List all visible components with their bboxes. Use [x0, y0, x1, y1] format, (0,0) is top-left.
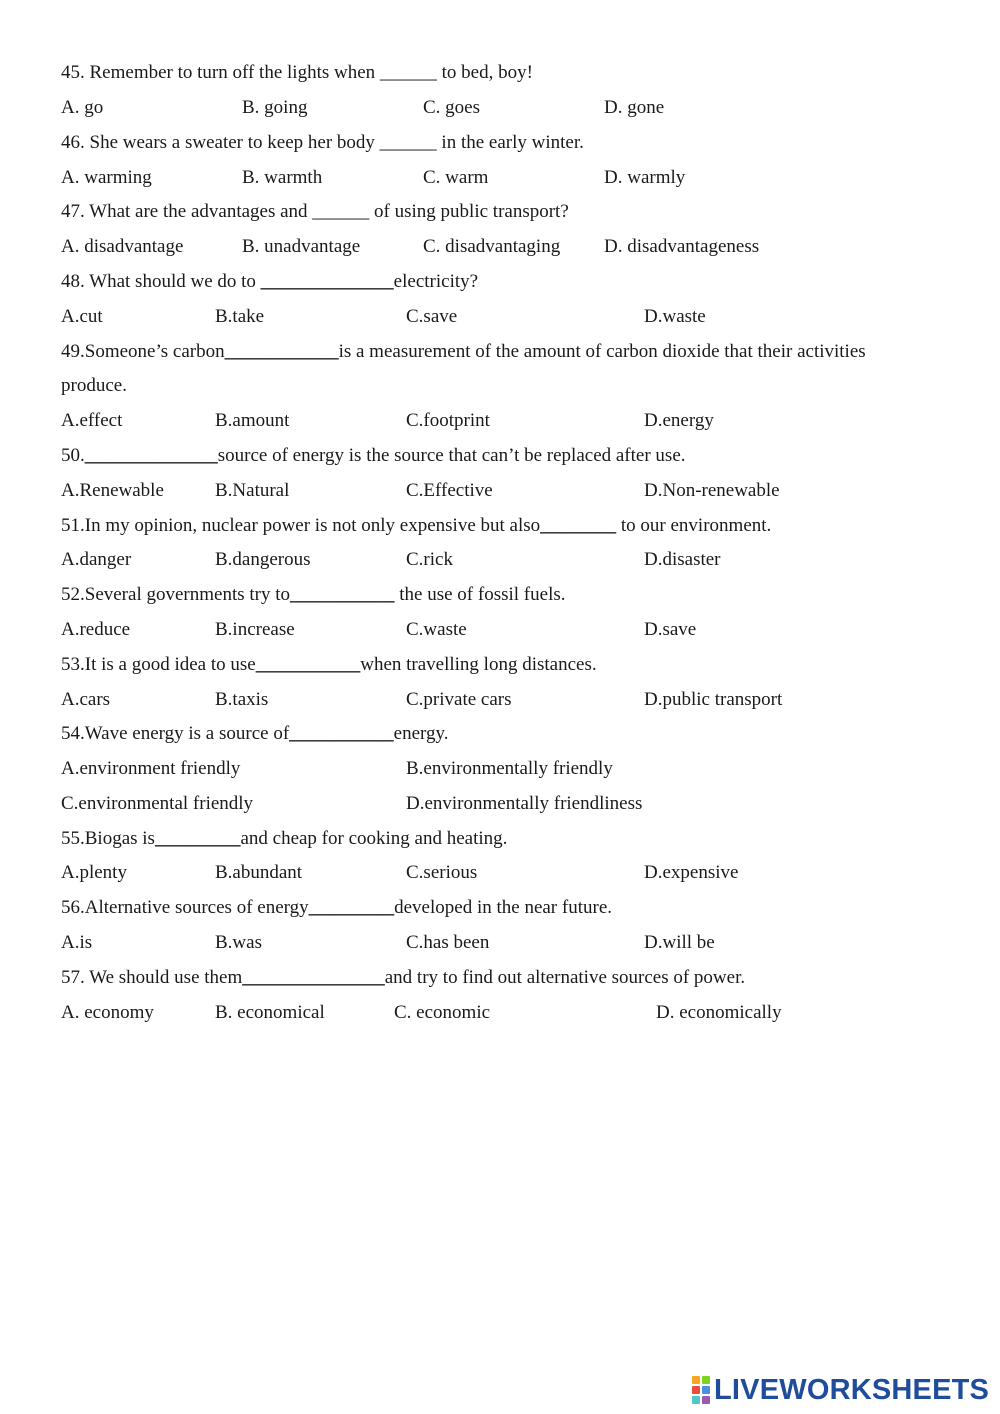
answer-blank[interactable]: ___________ [290, 584, 395, 605]
option-a[interactable]: A.reduce [61, 619, 131, 640]
option-b[interactable]: B.Natural [215, 480, 290, 501]
option-d[interactable]: D. disadvantageness [604, 236, 760, 257]
stem-text: source of energy is the source that can’t be replaced after use. [217, 445, 686, 466]
option-d[interactable]: D. gone [604, 97, 665, 118]
answer-blank[interactable]: _______________ [242, 967, 385, 988]
option-b[interactable]: B.was [215, 932, 262, 953]
question-50-stem [61, 444, 961, 468]
question-54-stem [61, 722, 961, 746]
option-d[interactable]: D.save [644, 619, 697, 640]
option-a[interactable]: A.cars [61, 689, 111, 710]
question-47-stem: 47. What are the advantages and ______ of using public transport? [61, 201, 569, 222]
stem-text: 51.In my opinion, nuclear power is not only expensive but also [61, 515, 541, 536]
option-a[interactable]: A.plenty [61, 862, 127, 883]
question-52-stem [61, 583, 961, 607]
option-c[interactable]: C.rick [406, 549, 453, 570]
option-a[interactable]: A. economy [61, 1002, 154, 1023]
stem-text: 57. We should use them [61, 967, 243, 988]
option-c[interactable]: C.serious [406, 862, 478, 883]
liveworksheets-logo[interactable] [692, 1373, 992, 1407]
option-b[interactable]: B. economical [215, 1002, 325, 1023]
question-49-stem-continued: produce. [61, 375, 127, 396]
option-d[interactable]: D. warmly [604, 167, 686, 188]
option-c[interactable]: C.save [406, 306, 458, 327]
question-51-stem [61, 514, 961, 538]
question-48-stem [61, 270, 961, 294]
stem-text: developed in the near future. [394, 897, 613, 918]
stem-text: 48. What should we do to [61, 271, 261, 292]
option-b[interactable]: B. unadvantage [242, 236, 361, 257]
option-c[interactable]: C.has been [406, 932, 490, 953]
option-b[interactable]: B. going [242, 97, 308, 118]
question-45-stem: 45. Remember to turn off the lights when ______ to bed, boy! [61, 62, 533, 83]
logo-tile [692, 1376, 700, 1384]
stem-text: and cheap for cooking and heating. [240, 828, 508, 849]
question-56-stem [61, 896, 961, 920]
stem-text: energy. [393, 723, 449, 744]
logo-tile [702, 1376, 710, 1384]
stem-text: electricity? [393, 271, 479, 292]
option-b[interactable]: B.environmentally friendly [406, 758, 613, 779]
option-a[interactable]: A.danger [61, 549, 132, 570]
option-b[interactable]: B.increase [215, 619, 295, 640]
logo-tile [702, 1396, 710, 1404]
stem-text: 53.It is a good idea to use [61, 654, 256, 675]
question-49-stem [61, 340, 961, 364]
option-d[interactable]: D.expensive [644, 862, 739, 883]
option-d[interactable]: D.disaster [644, 549, 721, 570]
option-a[interactable]: A.Renewable [61, 480, 164, 501]
stem-text: and try to find out alternative sources of power. [384, 967, 746, 988]
logo-tiles-icon [692, 1376, 710, 1404]
option-c[interactable]: C.private cars [406, 689, 512, 710]
logo-tile [692, 1396, 700, 1404]
option-d[interactable]: D. economically [656, 1002, 782, 1023]
option-a[interactable]: A.cut [61, 306, 103, 327]
question-55-stem [61, 827, 961, 851]
answer-blank[interactable]: ______________ [260, 271, 394, 292]
option-c[interactable]: C. economic [394, 1002, 491, 1023]
brand-name: LIVEWORKSHEETS [714, 1373, 990, 1406]
answer-blank[interactable]: ___________ [255, 654, 361, 675]
option-b[interactable]: B.amount [215, 410, 290, 431]
option-c[interactable]: C.waste [406, 619, 467, 640]
stem-text: to our environment. [616, 515, 772, 536]
option-a[interactable]: A.is [61, 932, 93, 953]
answer-blank[interactable]: ________ [540, 515, 617, 536]
option-c[interactable]: C.footprint [406, 410, 490, 431]
option-d[interactable]: D.Non-renewable [644, 480, 780, 501]
stem-text: 52.Several governments try to [61, 584, 291, 605]
option-d[interactable]: D.energy [644, 410, 714, 431]
answer-blank[interactable]: ____________ [224, 341, 339, 362]
option-b[interactable]: B.take [215, 306, 265, 327]
question-46-stem: 46. She wears a sweater to keep her body ______ in the early winter. [61, 132, 584, 153]
option-c[interactable]: C.Effective [406, 480, 493, 501]
option-b[interactable]: B.taxis [215, 689, 269, 710]
option-b[interactable]: B.dangerous [215, 549, 311, 570]
answer-blank[interactable]: ___________ [289, 723, 394, 744]
option-d[interactable]: D.environmentally friendliness [406, 793, 643, 814]
option-d[interactable]: D.public transport [644, 689, 783, 710]
question-53-stem [61, 653, 961, 677]
stem-text: 54.Wave energy is a source of [61, 723, 290, 744]
option-c[interactable]: C. disadvantaging [423, 236, 561, 257]
stem-text: when travelling long distances. [360, 654, 597, 675]
option-c[interactable]: C. goes [423, 97, 480, 118]
option-d[interactable]: D.will be [644, 932, 715, 953]
logo-tile [702, 1386, 710, 1394]
option-a[interactable]: A.effect [61, 410, 123, 431]
answer-blank[interactable]: ______________ [84, 445, 218, 466]
option-b[interactable]: B.abundant [215, 862, 303, 883]
option-a[interactable]: A. disadvantage [61, 236, 184, 257]
option-b[interactable]: B. warmth [242, 167, 323, 188]
stem-text: the use of fossil fuels. [394, 584, 566, 605]
option-d[interactable]: D.waste [644, 306, 706, 327]
option-a[interactable]: A. go [61, 97, 104, 118]
option-c[interactable]: C.environmental friendly [61, 793, 254, 814]
stem-text: 56.Alternative sources of energy [61, 897, 309, 918]
question-57-stem [61, 966, 961, 990]
stem-text: 49.Someone’s carbon [61, 341, 225, 362]
answer-blank[interactable]: _________ [308, 897, 395, 918]
stem-text: 50. [61, 445, 85, 466]
stem-text: 55.Biogas is [61, 828, 155, 849]
answer-blank[interactable]: _________ [154, 828, 241, 849]
stem-text: is a measurement of the amount of carbon dioxide that their activities [338, 341, 866, 362]
option-c[interactable]: C. warm [423, 167, 489, 188]
option-a[interactable]: A.environment friendly [61, 758, 241, 779]
logo-tile [692, 1386, 700, 1394]
option-a[interactable]: A. warming [61, 167, 152, 188]
